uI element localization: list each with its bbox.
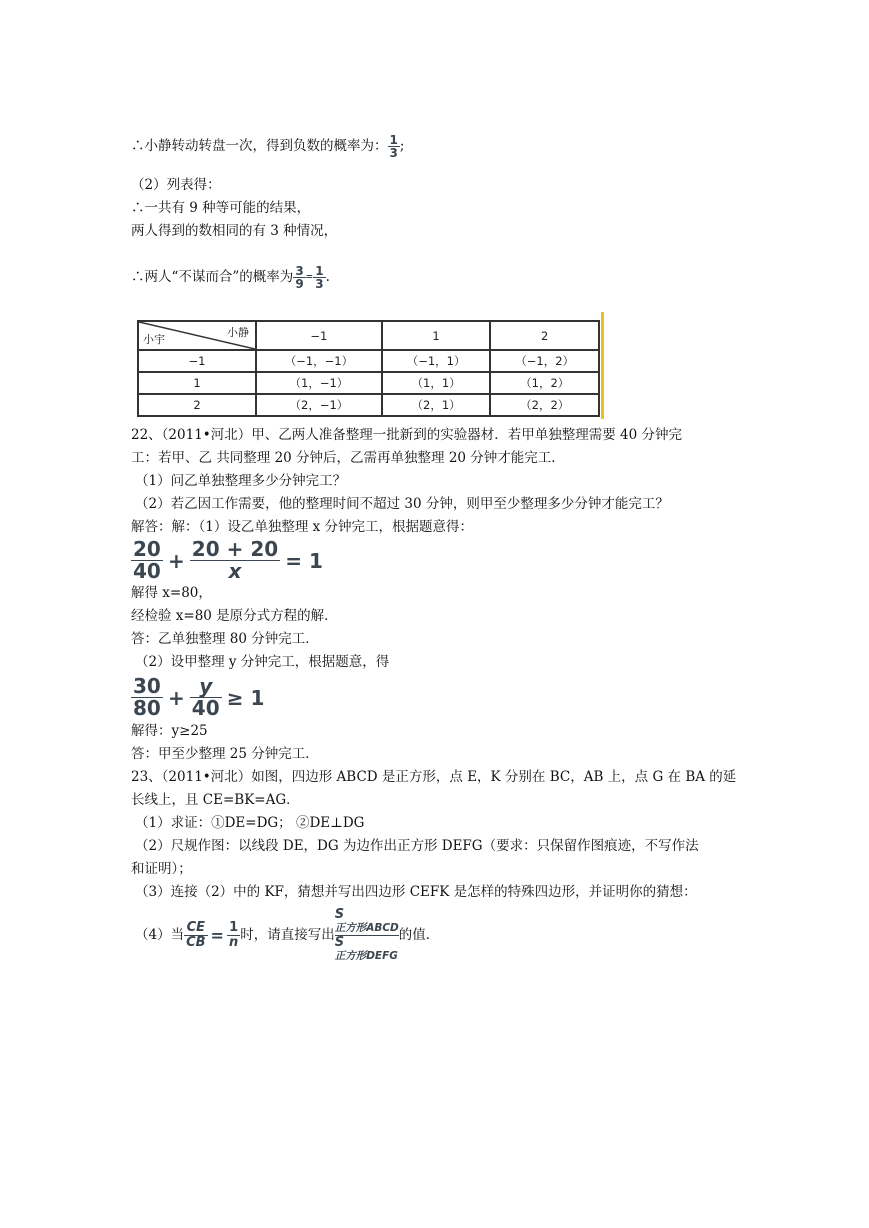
q21-line1 bbox=[131, 134, 404, 159]
table-row bbox=[138, 372, 599, 394]
frac-num: CE bbox=[184, 921, 207, 936]
outcome-table bbox=[137, 320, 600, 417]
table-cell: （1，2） bbox=[490, 372, 599, 394]
q22-line5: 解答：解：（1）设乙单独整理 x 分钟完工，根据题意得： bbox=[131, 519, 474, 535]
q21-line5 bbox=[131, 265, 330, 290]
frac-num bbox=[335, 908, 399, 936]
fraction bbox=[131, 539, 163, 582]
q21-line5-end: . bbox=[325, 269, 330, 285]
fraction-three-ninths bbox=[293, 265, 305, 290]
table-cell: （1，−1） bbox=[256, 372, 382, 394]
table-cell: （−1，1） bbox=[382, 350, 491, 372]
table-cell: （−1，−1） bbox=[256, 350, 382, 372]
plus-sign: + bbox=[167, 685, 185, 710]
frac-den bbox=[335, 936, 399, 963]
q23-line3: （1）求证：①DE=DG； ②DE⊥DG bbox=[135, 815, 365, 831]
q22-line6: 解得 x=80， bbox=[131, 585, 212, 601]
q23-line7-a: （4）当 bbox=[135, 927, 185, 943]
table-header-row bbox=[138, 321, 599, 350]
row-header: −1 bbox=[138, 350, 256, 372]
q22-line8: 答：乙单独整理 80 分钟完工． bbox=[131, 631, 319, 647]
table-cell: （2，2） bbox=[490, 394, 599, 416]
q23-line6: （3）连接（2）中的 KF，猜想并写出四边形 CEFK 是怎样的特殊四边形，并证明你的猜想： bbox=[135, 884, 697, 900]
equals-sign: = bbox=[210, 925, 224, 945]
q21-line3: ∴一共有 9 种等可能的结果， bbox=[131, 200, 311, 216]
q22-line1: 22、（2011•河北）甲、乙两人准备整理一批新到的实验器材．若甲单独整理需要 40 分钟完 bbox=[131, 427, 683, 443]
frac-den: 9 bbox=[295, 277, 304, 291]
frac-den: 3 bbox=[389, 146, 398, 160]
q22-line7: 经检验 x=80 是原分式方程的解． bbox=[131, 608, 338, 624]
q23-line2: 长线上，且 CE=BK=AG． bbox=[131, 792, 300, 808]
area-symbol: S bbox=[334, 935, 345, 950]
fraction-one-n bbox=[227, 921, 240, 950]
equation-1 bbox=[131, 539, 323, 582]
table-cell: （−1，2） bbox=[490, 350, 599, 372]
column-header: 1 bbox=[382, 321, 491, 350]
frac-den: CB bbox=[186, 935, 206, 950]
q23-line4: （2）尺规作图：以线段 DE，DG 为边作出正方形 DEFG（要求：只保留作图痕迹，不写作法 bbox=[135, 838, 699, 854]
frac-den: 40 bbox=[191, 696, 220, 720]
fraction-one-third bbox=[313, 265, 325, 290]
table-cell: （1，1） bbox=[382, 372, 491, 394]
table-row bbox=[138, 350, 599, 372]
q23-line7 bbox=[135, 907, 440, 962]
frac-den: 40 bbox=[133, 559, 161, 583]
fraction bbox=[131, 676, 163, 719]
row-header: 2 bbox=[138, 394, 256, 416]
q21-line1-text: ∴小静转动转盘一次，得到负数的概率为： bbox=[131, 138, 388, 154]
table-cell: （2，−1） bbox=[256, 394, 382, 416]
q23-line7-c: 的值． bbox=[398, 927, 440, 943]
q22-line11: 答：甲至少整理 25 分钟完工． bbox=[131, 746, 319, 762]
row-header: 1 bbox=[138, 372, 256, 394]
equation-rhs: ≥ 1 bbox=[226, 685, 265, 710]
yellow-margin-bar bbox=[601, 312, 604, 419]
table-row bbox=[138, 394, 599, 416]
plus-sign: + bbox=[167, 548, 185, 573]
q21-line5-text: ∴两人“不谋而合”的概率为 bbox=[131, 269, 294, 285]
frac-num: 1 bbox=[315, 264, 324, 278]
table-cell: （2，1） bbox=[382, 394, 491, 416]
q22-line9: （2）设甲整理 y 分钟完工，根据题意，得 bbox=[135, 654, 390, 670]
q22-line2: 工：若甲、乙 共同整理 20 分钟后，乙需再单独整理 20 分钟才能完工． bbox=[131, 450, 565, 466]
frac-num: y bbox=[190, 676, 222, 698]
frac-num: 20 + 20 bbox=[191, 537, 279, 561]
frac-num: 30 bbox=[133, 674, 161, 698]
frac-den: 3 bbox=[315, 277, 324, 291]
header-bottom-left: 小宇 bbox=[143, 333, 165, 346]
area-symbol: S bbox=[334, 907, 345, 922]
frac-den: x bbox=[228, 559, 242, 583]
q21-line4: 两人得到的数相同的有 3 种情况， bbox=[131, 223, 338, 239]
column-header: −1 bbox=[256, 321, 382, 350]
frac-num: 20 bbox=[133, 537, 161, 561]
fraction-ce-cb bbox=[184, 921, 207, 950]
q22-line3: （1）问乙单独整理多少分钟完工？ bbox=[135, 473, 347, 489]
fraction-one-third bbox=[388, 134, 400, 159]
frac-num: 3 bbox=[295, 264, 304, 278]
fraction-area-ratio bbox=[335, 908, 399, 963]
equation-rhs: = 1 bbox=[285, 548, 323, 573]
q22-line4: （2）若乙因工作需要，他的整理时间不超过 30 分钟，则甲至少整理多少分钟才能完工？ bbox=[135, 496, 669, 512]
frac-den: 80 bbox=[133, 696, 161, 720]
fraction bbox=[190, 539, 280, 582]
table-corner-cell bbox=[138, 321, 256, 350]
frac-den: n bbox=[228, 935, 239, 950]
equals-sign: = bbox=[305, 272, 314, 283]
header-top-right: 小静 bbox=[227, 326, 249, 339]
frac-num: 1 bbox=[389, 133, 398, 147]
q21-line1-end: ; bbox=[399, 138, 405, 154]
frac-num: 1 bbox=[227, 921, 240, 936]
q21-line2: （2）列表得： bbox=[131, 177, 221, 193]
q23-line7-b: 时，请直接写出 bbox=[240, 927, 335, 943]
fraction bbox=[190, 676, 222, 719]
area-subscript: 正方形DEFG bbox=[334, 950, 398, 962]
area-subscript: 正方形ABCD bbox=[334, 922, 399, 934]
q23-line1: 23、（2011•河北）如图，四边形 ABCD 是正方形，点 E，K 分别在 BC，AB 上，点 G 在 BA 的延 bbox=[131, 769, 737, 785]
q22-line10: 解得：y≥25 bbox=[131, 723, 208, 739]
column-header: 2 bbox=[490, 321, 599, 350]
q23-line5: 和证明）； bbox=[131, 861, 192, 877]
equation-2 bbox=[131, 676, 264, 719]
